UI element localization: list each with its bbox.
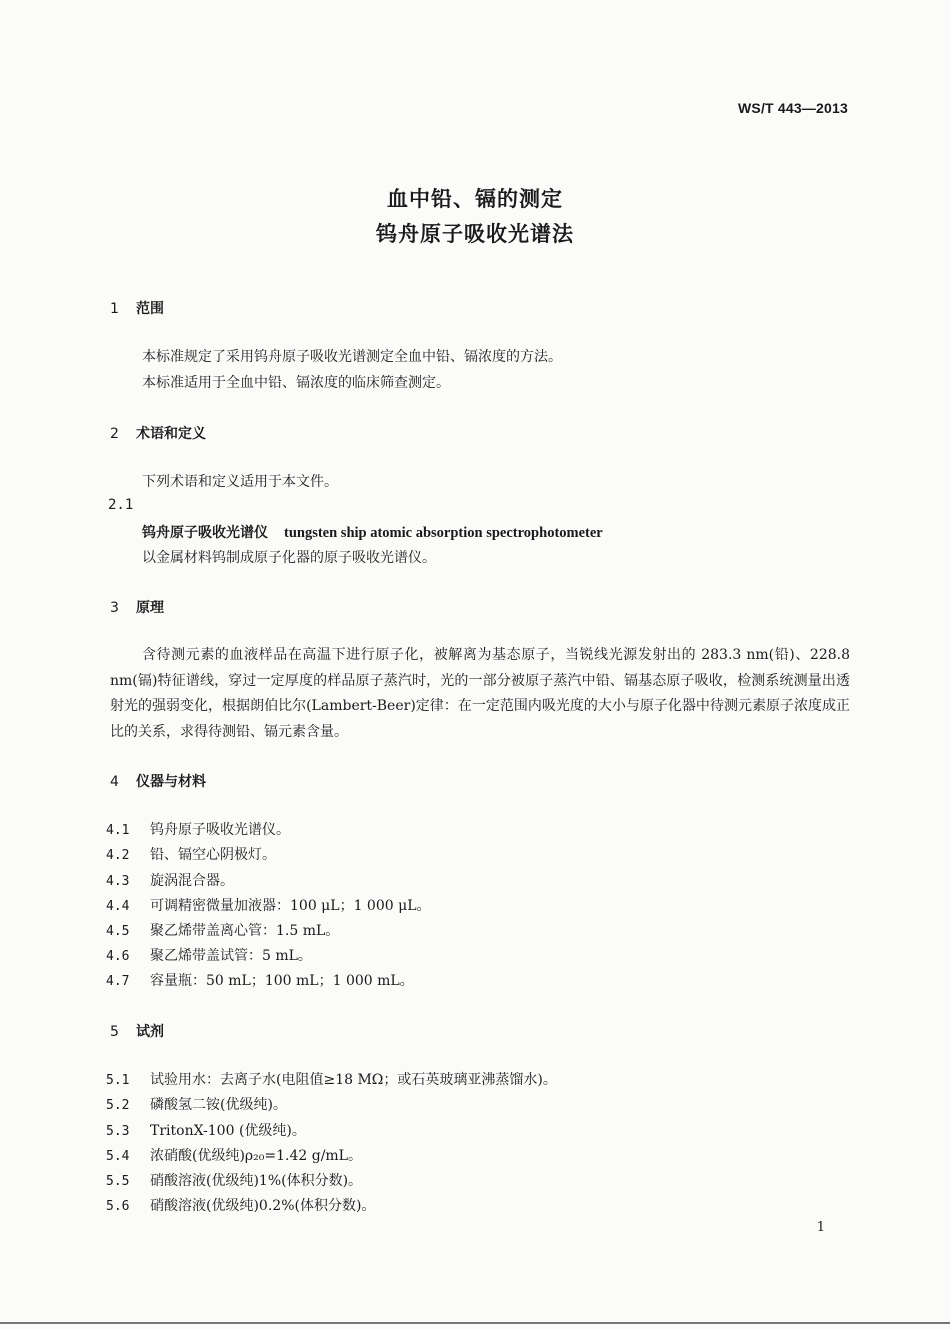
section-title: 范围 [136,301,164,317]
list-item [106,970,414,990]
list-item [106,1195,375,1215]
list-item [106,1170,362,1190]
section-number: 1 [110,301,119,317]
item-text: 硝酸溶液(优级纯)0.2%(体积分数)。 [150,1198,376,1214]
item-text: 硝酸溶液(优级纯)1%(体积分数)。 [150,1173,363,1189]
list-item [106,920,339,940]
item-text: 容量瓶：50 mL；100 mL；1 000 mL。 [150,973,414,989]
term-number: 2.1 [108,497,134,513]
section-number: 4 [110,774,119,790]
scope-paragraph-2: 本标准适用于全血中铅、镉浓度的临床筛查测定。 [142,375,450,391]
list-item [106,1120,306,1140]
title-line-1: 血中铅、镉的测定 [387,187,563,211]
section-title: 试剂 [136,1024,164,1040]
item-number: 5.1 [106,1073,130,1088]
item-number: 4.4 [106,899,130,914]
item-number: 5.5 [106,1174,130,1189]
section-title: 术语和定义 [136,426,206,442]
item-number: 4.3 [106,874,130,889]
term-english: tungsten ship atomic absorption spectrophotometer [284,525,603,541]
item-text: 磷酸氢二铵(优级纯)。 [150,1097,287,1113]
section-1-heading [110,298,164,318]
item-text: 可调精密微量加液器：100 μL；1 000 μL。 [150,898,431,914]
item-number: 4.6 [106,949,130,964]
section-5-heading [110,1021,164,1041]
title-line-2: 钨舟原子吸收光谱法 [376,222,574,246]
item-number: 4.1 [106,823,130,838]
section-number: 3 [110,600,119,616]
term-chinese: 钨舟原子吸收光谱仪 [142,525,268,541]
section-number: 5 [110,1024,119,1040]
section-title: 原理 [136,600,164,616]
item-text: 聚乙烯带盖离心管：1.5 mL。 [150,923,340,939]
item-number: 5.3 [106,1124,130,1139]
term-entry [142,522,603,542]
section-title: 仪器与材料 [136,774,206,790]
list-item [106,945,312,965]
standard-code: WS/T 443—2013 [738,100,848,116]
list-item [106,844,276,864]
list-item [106,1094,287,1114]
item-text: 钨舟原子吸收光谱仪。 [150,822,290,838]
item-text: 试验用水：去离子水(电阻值≥18 MΩ；或石英玻璃亚沸蒸馏水)。 [150,1072,557,1088]
item-text: TritonX-100 (优级纯)。 [150,1123,306,1139]
section-2-heading [110,423,206,443]
section-4-heading [110,771,206,791]
list-item [106,1145,362,1165]
list-item [106,1069,557,1089]
item-text: 铅、镉空心阴极灯。 [150,847,276,863]
bottom-divider [0,1322,950,1324]
page-number: 1 [816,1220,825,1235]
item-number: 4.7 [106,974,130,989]
list-item [106,870,234,890]
item-number: 5.2 [106,1098,130,1113]
item-text: 浓硝酸(优级纯)ρ₂₀=1.42 g/mL。 [150,1148,362,1164]
list-item [106,895,431,915]
item-number: 4.2 [106,848,130,863]
item-number: 5.4 [106,1149,130,1164]
item-number: 5.6 [106,1199,130,1214]
term-definition: 以金属材料钨制成原子化器的原子吸收光谱仪。 [142,550,436,566]
list-item [106,819,290,839]
scope-paragraph-1: 本标准规定了采用钨舟原子吸收光谱测定全血中铅、镉浓度的方法。 [142,349,562,365]
item-text: 旋涡混合器。 [150,873,234,889]
section-number: 2 [110,426,119,442]
item-text: 聚乙烯带盖试管：5 mL。 [150,948,312,964]
section-3-heading [110,597,164,617]
principle-paragraph: 含待测元素的血液样品在高温下进行原子化，被解离为基态原子，当锐线光源发射出的 283.3 nm(铅)、228.8 nm(镉)特征谱线，穿过一定厚度的样品原子蒸汽时，光的一部分被原子蒸汽中铅、镉基态原子吸收，检测系统测量出透射光的强弱变化，根据朗伯比尔(Lambert-Beer)定律：在一定范围内吸光度的大小与原子化器中待测元素原子浓度成正比的关系，求得待测铅、镉元素含量。 [110,647,850,740]
item-number: 4.5 [106,924,130,939]
terms-intro: 下列术语和定义适用于本文件。 [142,474,338,490]
